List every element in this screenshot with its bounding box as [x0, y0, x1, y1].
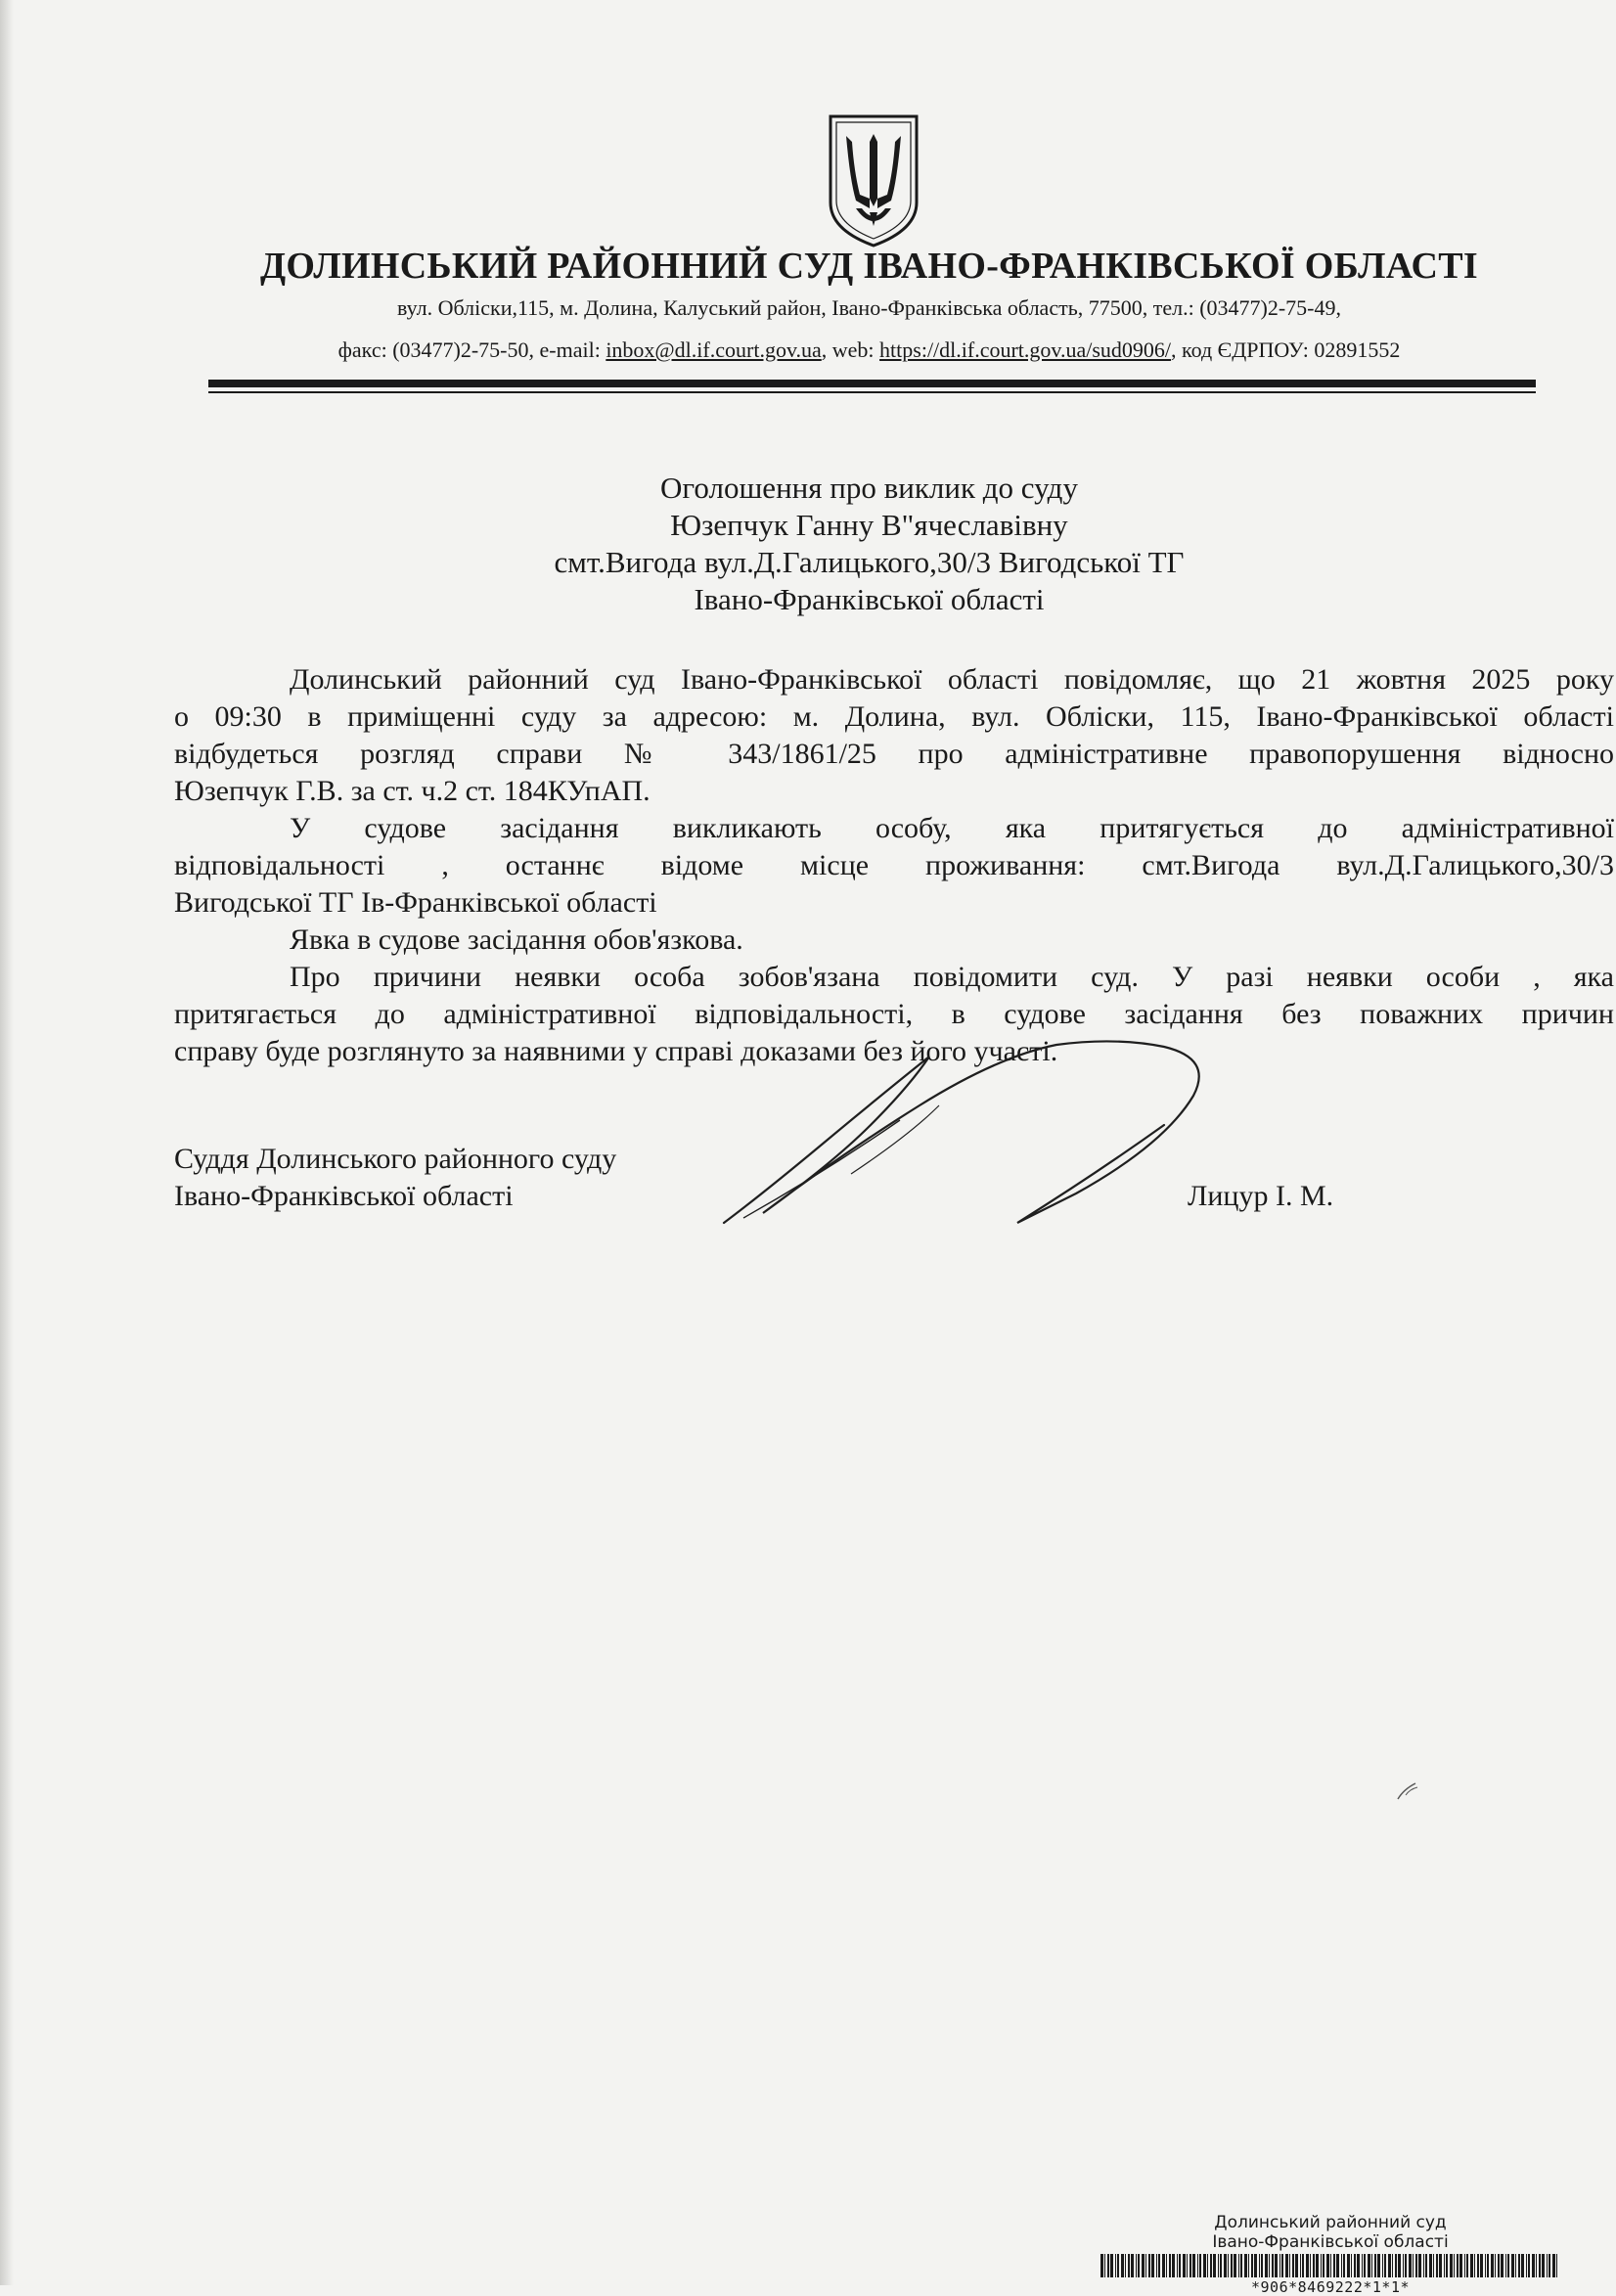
barcode-bar: [1177, 2254, 1178, 2277]
barcode-bar: [1254, 2254, 1257, 2277]
barcode-bar: [1450, 2254, 1453, 2277]
barcode-bar: [1259, 2254, 1260, 2277]
barcode-bar: [1323, 2254, 1324, 2277]
barcode-bar: [1151, 2254, 1154, 2277]
barcode-bar: [1136, 2254, 1137, 2277]
text-line: Долинський районний суд Івано-Франківської області повідомляє, що 21 жовтня 2025 року: [290, 663, 1614, 696]
web-link[interactable]: https://dl.if.court.gov.ua/sud0906/: [879, 338, 1172, 362]
barcode-bar: [1145, 2254, 1146, 2277]
barcode-bar: [1518, 2254, 1520, 2277]
barcode-bar: [1240, 2254, 1242, 2277]
barcode-bar: [1238, 2254, 1239, 2277]
barcode-bar: [1371, 2254, 1372, 2277]
barcode-bar: [1244, 2254, 1247, 2277]
barcode-bar: [1183, 2254, 1186, 2277]
barcode-bar: [1156, 2254, 1157, 2277]
barcode-bar: [1336, 2254, 1339, 2277]
text-line: Про причини неявки особа зобов'язана повідомити суд. У разі неявки особи , яка: [290, 961, 1614, 993]
judge-title-line: Суддя Долинського районного суду: [174, 1143, 617, 1175]
barcode-bar: [1302, 2254, 1304, 2277]
barcode-bar: [1466, 2254, 1468, 2277]
barcode-bar: [1556, 2254, 1557, 2277]
barcode-bar: [1505, 2254, 1506, 2277]
barcode-bar: [1454, 2254, 1455, 2277]
text-line: справу буде розглянуто за наявними у справі доказами без його участі.: [174, 1035, 1058, 1067]
barcode-bar: [1192, 2254, 1195, 2277]
barcode-bar: [1269, 2254, 1270, 2277]
barcode-bar: [1343, 2254, 1345, 2277]
barcode-bar: [1457, 2254, 1459, 2277]
barcode-bar: [1330, 2254, 1331, 2277]
barcode-bar: [1542, 2254, 1545, 2277]
barcode-bar: [1131, 2254, 1134, 2277]
fax-text: факс: (03477)2-75-50, e-mail:: [337, 338, 606, 362]
barcode-bar: [1210, 2254, 1212, 2277]
barcode-bar: [1117, 2254, 1119, 2277]
barcode-bar: [1158, 2254, 1160, 2277]
barcode-bar: [1368, 2254, 1370, 2277]
barcode-bar: [1306, 2254, 1309, 2277]
barcode-bar: [1395, 2254, 1397, 2277]
barcode-bar: [1187, 2254, 1188, 2277]
email-link[interactable]: inbox@dl.if.court.gov.ua: [606, 338, 822, 362]
barcode-bar: [1179, 2254, 1181, 2277]
barcode-bar: [1213, 2254, 1216, 2277]
handwritten-signature: [704, 1027, 1252, 1242]
barcode-bar: [1234, 2254, 1236, 2277]
barcode-bar: [1446, 2254, 1448, 2277]
header-divider-thin: [208, 391, 1536, 393]
notice-person: Юзепчук Ганну В"ячеславівну: [670, 508, 1068, 542]
text-line: Вигодської ТГ Ів-Франківської області: [174, 886, 657, 919]
barcode-bar: [1501, 2254, 1504, 2277]
barcode-bar: [1507, 2254, 1509, 2277]
barcode-bar: [1107, 2254, 1109, 2277]
barcode-bar: [1474, 2254, 1475, 2277]
barcode-bar: [1104, 2254, 1105, 2277]
barcode-bar: [1100, 2254, 1103, 2277]
barcode-bar: [1265, 2254, 1268, 2277]
stamp-line: Долинський районний суд: [1214, 2213, 1447, 2232]
barcode-bar: [1199, 2254, 1201, 2277]
barcode-bar: [1547, 2254, 1548, 2277]
barcode-bar: [1316, 2254, 1319, 2277]
barcode-bar: [1121, 2254, 1124, 2277]
barcode-bar: [1285, 2254, 1288, 2277]
barcode-bar: [1281, 2254, 1283, 2277]
barcode-bar: [1405, 2254, 1407, 2277]
barcode-bar: [1498, 2254, 1500, 2277]
barcode-bar: [1487, 2254, 1489, 2277]
barcode-bar: [1423, 2254, 1424, 2277]
barcode-bar: [1536, 2254, 1537, 2277]
barcode-bar: [1403, 2254, 1404, 2277]
barcode-bar: [1418, 2254, 1421, 2277]
barcode-bar: [1248, 2254, 1249, 2277]
judge-name: Лицур І. М.: [1188, 1180, 1334, 1212]
notice-address: смт.Вигода вул.Д.Галицького,30/3 Вигодської ТГ: [554, 545, 1185, 579]
barcode-bar: [1470, 2254, 1473, 2277]
stamp-line: Івано-Франківської області: [1212, 2232, 1449, 2252]
barcode-bar: [1552, 2254, 1555, 2277]
barcode-bar: [1439, 2254, 1442, 2277]
barcode-bar: [1220, 2254, 1222, 2277]
barcode-bar: [1374, 2254, 1376, 2277]
barcode-bar: [1459, 2254, 1462, 2277]
barcode-bar: [1515, 2254, 1516, 2277]
barcode-bar: [1464, 2254, 1465, 2277]
judge-title-line: Івано-Франківської області: [174, 1180, 514, 1212]
barcode-bar: [1539, 2254, 1541, 2277]
edrpou-text: , код ЄДРПОУ: 02891552: [1171, 338, 1401, 362]
barcode-bar: [1228, 2254, 1229, 2277]
barcode-bar: [1326, 2254, 1329, 2277]
barcode-bar: [1477, 2254, 1479, 2277]
notice-region: Івано-Франківської області: [694, 582, 1045, 616]
text-line: відбудеться розгляд справи № 343/1861/25 про адміністративне правопорушення відносно: [174, 738, 1614, 770]
barcode-bar: [1362, 2254, 1363, 2277]
barcode-bar: [1203, 2254, 1206, 2277]
barcode-bar: [1495, 2254, 1496, 2277]
barcode-bar: [1341, 2254, 1342, 2277]
barcode-bar: [1384, 2254, 1386, 2277]
barcode-bar: [1409, 2254, 1412, 2277]
text-line: відповідальності , останнє відоме місце проживання: смт.Вигода вул.Д.Галицького,30/3: [174, 849, 1614, 881]
paragraph-summons: [174, 810, 1614, 922]
court-address-line: вул. Обліски,115, м. Долина, Калуський район, Івано-Франківська область, 77500, тел.: (03477)2-75-49,: [396, 295, 1342, 320]
barcode-bar: [1388, 2254, 1391, 2277]
barcode-bar: [1413, 2254, 1414, 2277]
barcode-bar: [1392, 2254, 1393, 2277]
text-line: У судове засідання викликають особу, яка притягується до адміністративної: [290, 812, 1614, 844]
header-divider-thick: [208, 380, 1536, 387]
barcode-bar: [1148, 2254, 1150, 2277]
text-line: о 09:30 в приміщенні суду за адресою: м. Долина, вул. Обліски, 115, Івано-Франківської області: [174, 700, 1614, 733]
paragraph-hearing-info: [174, 661, 1614, 810]
text-line: Юзепчук Г.В. за ст. ч.2 ст. 184КУпАП.: [174, 775, 651, 807]
text-line: притягається до адміністративної відповідальності, в судове засідання без поважних причин: [174, 998, 1614, 1030]
barcode-bar: [1485, 2254, 1486, 2277]
barcode-bar: [1115, 2254, 1116, 2277]
barcode-bar: [1292, 2254, 1294, 2277]
text-line: Явка в судове засідання обов'язкова.: [290, 923, 743, 956]
barcode-bar: [1142, 2254, 1145, 2277]
barcode-bar: [1310, 2254, 1311, 2277]
barcode-bar: [1480, 2254, 1483, 2277]
barcode-bar: [1313, 2254, 1315, 2277]
barcode-bar: [1251, 2254, 1253, 2277]
notice-title: Оголошення про виклик до суду: [660, 471, 1078, 505]
web-label: , web:: [821, 338, 880, 362]
barcode-bar: [1231, 2254, 1233, 2277]
barcode-bar: [1295, 2254, 1298, 2277]
pen-mark: [1394, 1776, 1423, 1805]
coat-of-arms-icon: [827, 113, 920, 249]
barcode-bar: [1172, 2254, 1175, 2277]
registry-stamp: [1100, 2213, 1560, 2296]
barcode-bar: [1398, 2254, 1401, 2277]
barcode-bar: [1261, 2254, 1263, 2277]
barcode-bar: [1166, 2254, 1167, 2277]
barcode-bar: [1521, 2254, 1524, 2277]
paragraph-attendance: [174, 922, 1614, 959]
barcode-bar: [1207, 2254, 1208, 2277]
barcode-icon: [1100, 2254, 1560, 2277]
barcode-bar: [1377, 2254, 1380, 2277]
barcode-bar: [1511, 2254, 1514, 2277]
barcode-bar: [1354, 2254, 1356, 2277]
barcode-bar: [1333, 2254, 1335, 2277]
barcode-bar: [1218, 2254, 1219, 2277]
barcode-bar: [1347, 2254, 1350, 2277]
barcode-number: *906*8469222*1*1*: [1250, 2278, 1411, 2296]
barcode-bar: [1190, 2254, 1191, 2277]
court-name-heading: ДОЛИНСЬКИЙ РАЙОННИЙ СУД ІВАНО-ФРАНКІВСЬКОЇ ОБЛАСТІ: [259, 246, 1479, 287]
barcode-bar: [1549, 2254, 1550, 2277]
notice-heading: [0, 470, 1616, 618]
barcode-bar: [1279, 2254, 1280, 2277]
barcode-bar: [1425, 2254, 1427, 2277]
barcode-bar: [1275, 2254, 1278, 2277]
barcode-bar: [1169, 2254, 1171, 2277]
barcode-bar: [1528, 2254, 1530, 2277]
barcode-bar: [1289, 2254, 1290, 2277]
barcode-bar: [1197, 2254, 1198, 2277]
barcode-bar: [1436, 2254, 1438, 2277]
barcode-bar: [1444, 2254, 1445, 2277]
court-contact-line: [0, 338, 1616, 363]
barcode-bar: [1382, 2254, 1383, 2277]
barcode-bar: [1433, 2254, 1434, 2277]
barcode-bar: [1429, 2254, 1432, 2277]
notice-body: [174, 661, 1614, 1070]
barcode-bar: [1128, 2254, 1130, 2277]
barcode-bar: [1272, 2254, 1274, 2277]
barcode-bar: [1162, 2254, 1165, 2277]
barcode-bar: [1300, 2254, 1301, 2277]
barcode-bar: [1415, 2254, 1417, 2277]
barcode-bar: [1351, 2254, 1352, 2277]
barcode-bar: [1357, 2254, 1360, 2277]
barcode-bar: [1224, 2254, 1227, 2277]
barcode-bar: [1491, 2254, 1494, 2277]
barcode-bar: [1526, 2254, 1527, 2277]
barcode-bar: [1364, 2254, 1366, 2277]
barcode-bar: [1532, 2254, 1535, 2277]
barcode-bar: [1110, 2254, 1113, 2277]
barcode-bar: [1125, 2254, 1126, 2277]
barcode-bar: [1321, 2254, 1322, 2277]
judge-title: [174, 1141, 616, 1215]
barcode-bar: [1138, 2254, 1140, 2277]
